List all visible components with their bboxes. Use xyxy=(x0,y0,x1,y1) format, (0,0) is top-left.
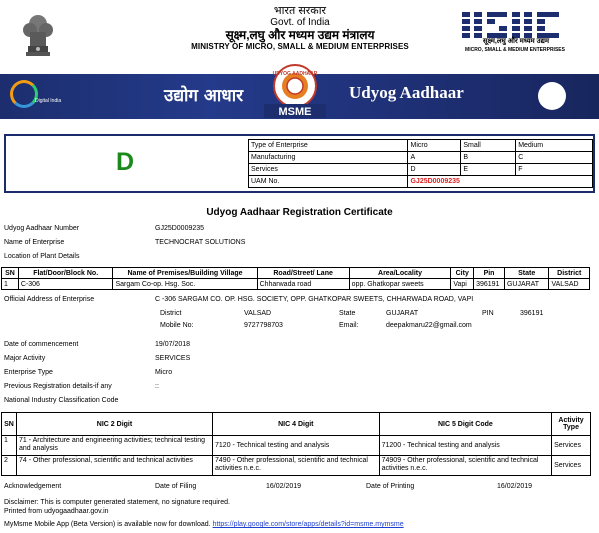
table-header-row xyxy=(2,413,591,436)
state-label: State xyxy=(339,310,356,317)
table-cell: Micro xyxy=(408,140,461,152)
digital-india-icon xyxy=(10,80,38,108)
enterprise-name-value: TECHNOCRAT SOLUTIONS xyxy=(155,239,246,246)
table-cell: 2 xyxy=(2,456,17,476)
mobile-label: Mobile No: xyxy=(160,322,194,329)
plant-details-table xyxy=(1,267,590,290)
certificate-title: Udyog Aadhaar Registration Certificate xyxy=(206,207,393,218)
mobile-app-notice xyxy=(4,521,404,528)
digital-india-label: Digital India xyxy=(35,98,62,104)
gov-english: Govt. of India xyxy=(270,17,330,28)
table-cell: D xyxy=(408,164,461,176)
district-value: VALSAD xyxy=(244,310,272,317)
column-header: State xyxy=(504,268,549,279)
table-row xyxy=(249,164,593,176)
mobile-app-link[interactable]: https://play.google.com/store/apps/details?id=msme.mymsme xyxy=(212,521,404,528)
table-cell: F xyxy=(516,164,593,176)
banner-title-hindi: उद्योग आधार xyxy=(164,86,244,106)
ministry-english: MINISTRY OF MICRO, SMALL & MEDIUM ENTERPRISES xyxy=(191,42,409,51)
commencement-value: 19/07/2018 xyxy=(155,341,191,348)
column-header: Road/Street/ Lane xyxy=(257,268,349,279)
column-header: NIC 2 Digit xyxy=(16,413,212,436)
ministry-title-block xyxy=(170,5,430,52)
table-cell: Services xyxy=(552,436,591,456)
uan-label: Udyog Aadhaar Number xyxy=(4,225,80,232)
table-row xyxy=(2,436,591,456)
nic-code-label: National Industry Classification Code xyxy=(4,397,119,404)
table-cell: Type of Enterprise xyxy=(249,140,408,152)
printed-from-text: Printed from udyogaadhaar.gov.in xyxy=(4,508,109,515)
table-row xyxy=(2,456,591,476)
table-cell: 1 xyxy=(2,436,17,456)
district-label: District xyxy=(160,310,182,317)
table-cell: Services xyxy=(552,456,591,476)
column-header: SN xyxy=(2,413,17,436)
column-header: SN xyxy=(2,268,19,279)
table-cell: Small xyxy=(461,140,516,152)
banner-title-english: Udyog Aadhaar xyxy=(349,83,464,102)
gov-hindi: भारत सरकार xyxy=(273,5,327,17)
table-cell: 396191 xyxy=(474,279,505,290)
nic-code-table xyxy=(1,412,591,476)
ministry-hindi: सूक्ष्म,लघु और मध्यम उद्यम मंत्रालय xyxy=(225,28,375,42)
official-address-line: C -306 SARGAM CO. OP. HSG. SOCIETY, OPP. GHATKOPAR SWEETS, CHHARWADA ROAD, VAPI xyxy=(155,296,474,303)
column-header: NIC 4 Digit xyxy=(213,413,380,436)
uan-value: GJ25D0009235 xyxy=(155,225,205,232)
column-header: City xyxy=(451,268,474,279)
national-emblem-icon xyxy=(20,6,56,62)
table-header-row xyxy=(2,268,590,279)
email-label: Email: xyxy=(339,322,359,329)
commencement-label: Date of commencement xyxy=(4,341,79,348)
msme-logo xyxy=(462,12,560,38)
table-cell: A xyxy=(408,152,461,164)
table-cell: 71 - Architecture and engineering activities; technical testing and analysis xyxy=(16,436,212,456)
uam-label: UAM No. xyxy=(249,176,408,188)
table-cell: 7120 - Technical testing and analysis xyxy=(213,436,380,456)
printing-date-value: 16/02/2019 xyxy=(497,483,533,490)
plant-location-label: Location of Plant Details xyxy=(4,253,80,260)
uam-number: GJ25D0009235 xyxy=(408,176,593,188)
column-header: Flat/Door/Block No. xyxy=(18,268,113,279)
table-cell: Vapi xyxy=(451,279,474,290)
previous-registration-value: :: xyxy=(155,383,159,390)
enterprise-category-box xyxy=(4,134,595,193)
filing-date-label: Date of Filing xyxy=(155,483,197,490)
table-cell: GUJARAT xyxy=(504,279,549,290)
table-row xyxy=(2,279,590,290)
major-activity-value: SERVICES xyxy=(155,355,191,362)
mobile-value: 9727798703 xyxy=(244,322,283,329)
enterprise-type-table xyxy=(248,139,593,188)
table-cell: C xyxy=(516,152,593,164)
table-cell: Medium xyxy=(516,140,593,152)
table-cell: 71200 - Technical testing and analysis xyxy=(379,436,551,456)
table-cell: 74909 - Other professional, scientific and technical activities n.e.c. xyxy=(379,456,551,476)
table-cell: 7490 - Other professional, scientific and technical activities n.e.c. xyxy=(213,456,380,476)
table-cell: Manufacturing xyxy=(249,152,408,164)
msme-hindi: सूक्ष्म,लघु और मध्यम उद्यम xyxy=(482,38,550,45)
page-header xyxy=(0,0,599,70)
pin-value: 396191 xyxy=(520,310,544,317)
table-row xyxy=(249,140,593,152)
column-header: Area/Locality xyxy=(349,268,451,279)
table-cell: Services xyxy=(249,164,408,176)
table-cell: 1 xyxy=(2,279,19,290)
column-header: Activity Type xyxy=(552,413,591,436)
table-cell: 74 - Other professional, scientific and technical activities xyxy=(16,456,212,476)
udyog-aadhaar-logo xyxy=(256,64,334,122)
column-header: District xyxy=(549,268,590,279)
logo-bottom-text: MSME xyxy=(278,106,312,118)
enterprise-name-label: Name of Enterprise xyxy=(4,239,65,246)
official-address-label: Official Address of Enterprise xyxy=(4,296,95,303)
acknowledgement-label: Acknowledgement xyxy=(4,483,62,490)
pin-label: PIN xyxy=(482,310,494,317)
enterprise-type-label: Enterprise Type xyxy=(4,369,53,376)
table-cell: opp. Ghatkopar sweets xyxy=(349,279,451,290)
printing-date-label: Date of Printing xyxy=(366,483,415,490)
table-cell: Sargam Co-op. Hsg. Soc. xyxy=(113,279,257,290)
table-cell: C-306 xyxy=(18,279,113,290)
email-value: deepakmaru22@gmail.com xyxy=(386,322,472,329)
disclaimer-text: Disclaimer: This is computer generated statement, no signature required. xyxy=(4,499,230,506)
column-header: NIC 5 Digit Code xyxy=(379,413,551,436)
table-row xyxy=(249,176,593,188)
table-cell: Chharwada road xyxy=(257,279,349,290)
table-cell: VALSAD xyxy=(549,279,590,290)
enterprise-type-value: Micro xyxy=(155,369,173,376)
previous-registration-label: Previous Registration details-if any xyxy=(4,383,112,390)
round-badge-icon xyxy=(538,82,566,110)
major-activity-label: Major Activity xyxy=(4,355,46,362)
filing-date-value: 16/02/2019 xyxy=(266,483,302,490)
category-letter: D xyxy=(116,148,135,176)
table-cell: E xyxy=(461,164,516,176)
msme-english: MICRO, SMALL & MEDIUM ENTERPRISES xyxy=(465,47,565,53)
column-header: Pin xyxy=(474,268,505,279)
mobile-app-text: MyMsme Mobile App (Beta Version) is available now for download. xyxy=(4,521,211,528)
logo-top-text: UDYOG AADHAAR xyxy=(272,71,318,77)
table-cell: B xyxy=(461,152,516,164)
table-row xyxy=(249,152,593,164)
state-value: GUJARAT xyxy=(386,310,419,317)
column-header: Name of Premises/Building Village xyxy=(113,268,257,279)
